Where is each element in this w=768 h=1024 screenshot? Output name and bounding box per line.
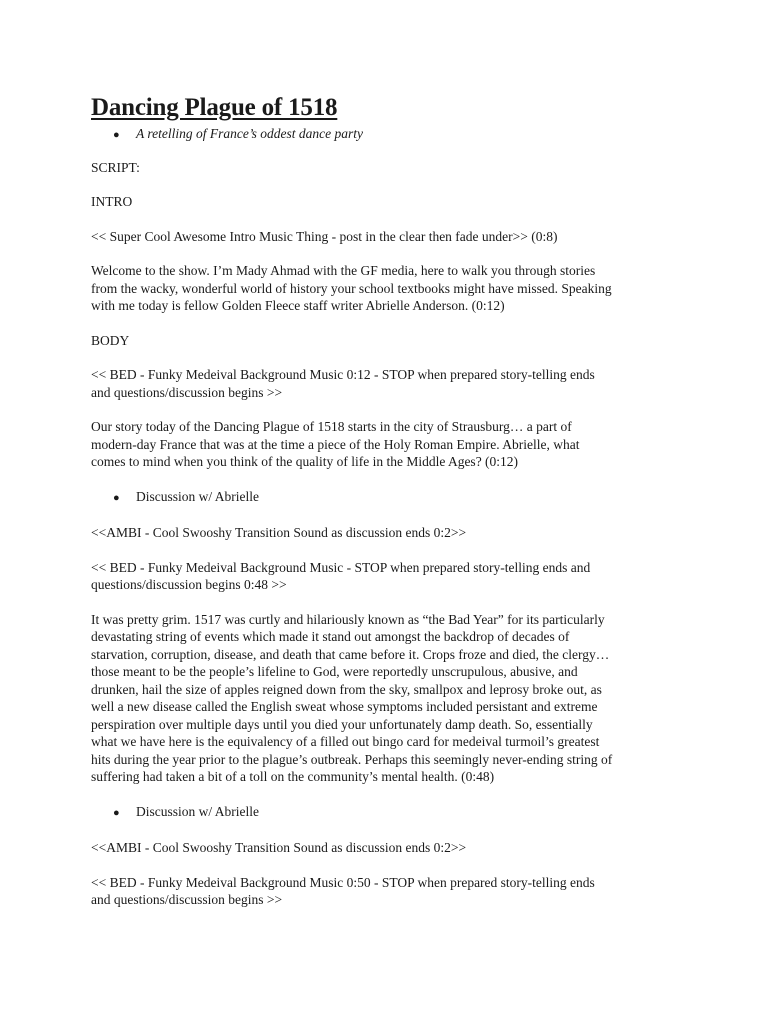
line: devastating string of events which made it stand out amongst the backdrop of decades of	[91, 629, 570, 644]
line: modern-day France that was at the time a piece of the Holy Roman Empire. Abrielle, what	[91, 436, 580, 452]
line: those meant to be the people’s lifeline to God, were reportedly unscrupulous, abusive, and	[91, 664, 578, 679]
discussion-text: Discussion w/ Abrielle	[136, 803, 259, 819]
discussion-bullet-2	[113, 803, 681, 823]
line: and questions/discussion begins >>	[91, 384, 283, 400]
bed-music-cue-1	[91, 366, 681, 401]
line: well a new disease called the English sweat whose symptoms included persistant and extreme	[91, 699, 598, 714]
line: and questions/discussion begins >>	[91, 892, 283, 907]
bed-music-cue-2	[91, 559, 681, 594]
line: << BED - Funky Medeival Background Music 0:50 - STOP when prepared story-telling ends	[91, 874, 595, 890]
line: drunken, hail the size of apples reigned down from the sky, smallpox and leprosy broke out, as	[91, 681, 602, 697]
discussion-text: Discussion w/ Abrielle	[136, 488, 259, 504]
ambi-cue-2: <<AMBI - Cool Swooshy Transition Sound as discussion ends 0:2>>	[91, 840, 467, 855]
line: comes to mind when you think of the quality of life in the Middle Ages? (0:12)	[91, 454, 519, 469]
line: with me today is fellow Golden Fleece staff writer Abrielle Anderson. (0:12)	[91, 298, 505, 313]
intro-music-cue	[91, 228, 681, 246]
discussion-bullet-1	[113, 488, 681, 508]
subtitle-bullet	[113, 125, 681, 145]
bullet-icon: ●	[113, 129, 120, 141]
story-paragraph-2	[91, 611, 681, 786]
bullet-icon: ●	[113, 491, 120, 504]
line: what we have here is the equivalency of a filled out bingo card for medeival turmoil’s greatest	[91, 734, 600, 749]
welcome-paragraph	[91, 262, 681, 315]
bullet-icon: ●	[113, 806, 120, 819]
intro-label: INTRO	[91, 194, 133, 209]
line: perspiration over multiple days until you died your unfortunately damp death. So, essentially	[91, 716, 593, 732]
line: from the wacky, wonderful world of history your school textbooks might have missed. Speaking	[91, 280, 612, 296]
line: hits during the year prior to the plague’s outbreak. Perhaps this seemingly never-ending string of	[91, 751, 613, 767]
body-label: BODY	[91, 332, 130, 348]
subtitle-text: A retelling of France’s oddest dance party	[136, 126, 363, 141]
document-title: Dancing Plague of 1518	[91, 94, 338, 121]
line: Our story today of the Dancing Plague of 1518 starts in the city of Strausburg… a part of	[91, 419, 572, 434]
ambi-cue-1: <<AMBI - Cool Swooshy Transition Sound as discussion ends 0:2>>	[91, 525, 467, 540]
line: << BED - Funky Medeival Background Music - STOP when prepared story-telling ends and	[91, 559, 591, 575]
line: << Super Cool Awesome Intro Music Thing - post in the clear then fade under>> (0:8)	[91, 228, 558, 244]
line: suffering had taken a bit of a toll on the community’s mental health. (0:48)	[91, 769, 495, 784]
line: << BED - Funky Medeival Background Music 0:12 - STOP when prepared story-telling ends	[91, 367, 595, 382]
line: It was pretty grim. 1517 was curtly and hilariously known as “the Bad Year” for its particularly	[91, 611, 605, 627]
line: questions/discussion begins 0:48 >>	[91, 577, 287, 592]
bed-music-cue-3	[91, 874, 681, 909]
story-paragraph-1	[91, 418, 681, 471]
line: Welcome to the show. I’m Mady Ahmad with the GF media, here to walk you through stories	[91, 263, 596, 278]
document-page	[91, 93, 681, 909]
script-label: SCRIPT:	[91, 159, 140, 175]
line: starvation, corruption, disease, and death that came before it. Crops froze and died, the clergy…	[91, 646, 610, 662]
